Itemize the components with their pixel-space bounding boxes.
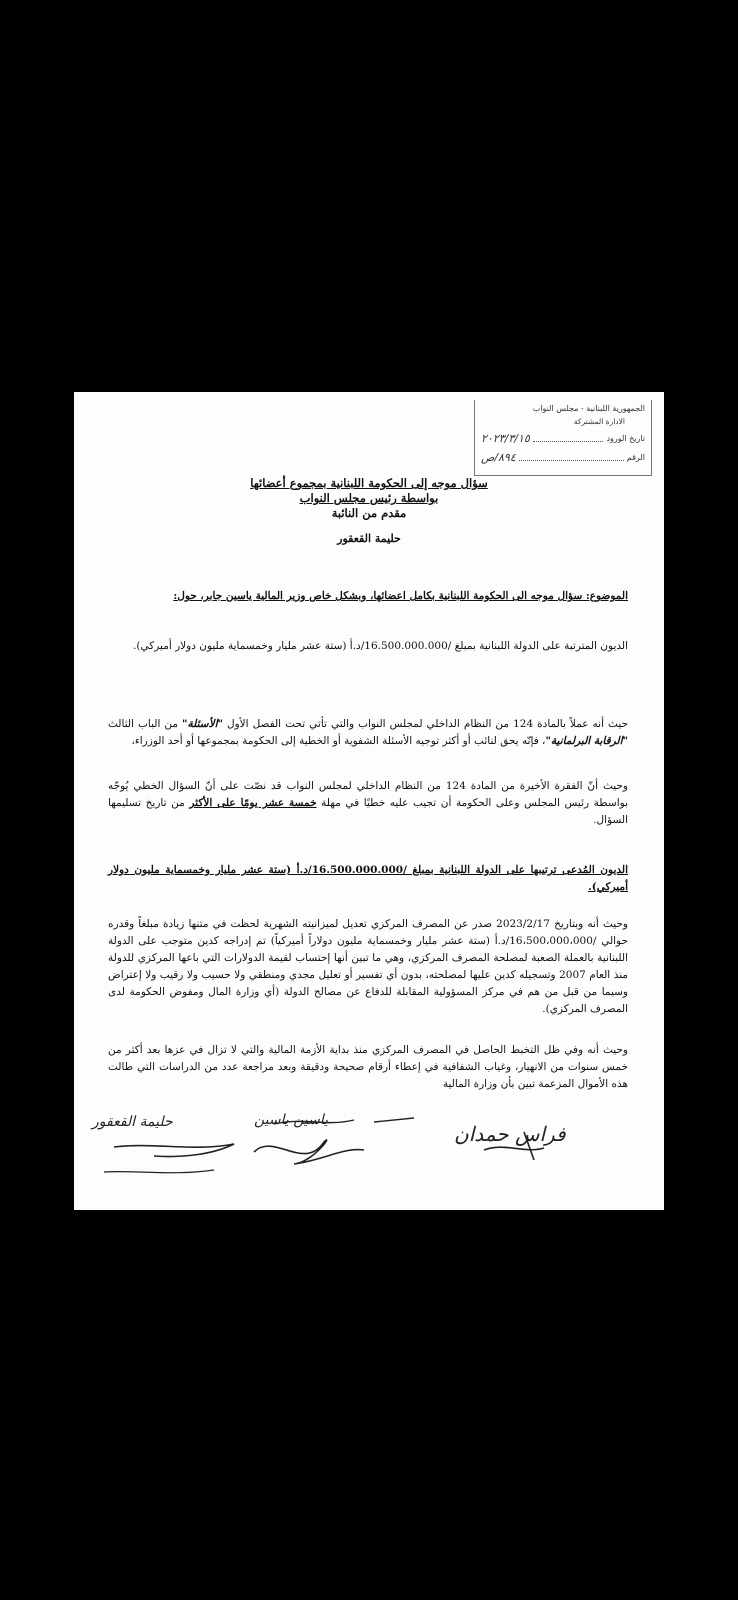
paragraph-2 <box>108 778 628 829</box>
stamp-number-label: الرقم <box>626 453 645 462</box>
paragraph-3: وحيث أنه وبتاريخ 2023/2/17 صدر عن المصرف المركزي تعديل لميزانيته الشهرية لحظت في متنها زيادة مبلغاً وقدره حوالي /16،500،000،000/د.أ (ستة عشر مليار وخمسماية مليون دولاراً أميركياً) تم إدراجه كدين متوجب على الدولة اللبنانية بالعملة الصعبة لمصلحة المصرف المركزي، وهي ما تبين أنها إحتساب لقيمة الدولارات التي باعها المركزي للدولة منذ العام 2007 وتسجيله كدين عليها لمصلحته، بدون أي تفسير أو تعليل مجدي ومنطقي ولا حسيب ولا رقيب ولا إعتراض وسيما من قبل من هم في مركز المسؤولية المقابلة للدفاع عن مصالح الدولة (أي وزارة المال ومفوض الحكومة لدى المصرف المركزي). <box>108 918 628 1015</box>
heading-line-1: سؤال موجه إلى الحكومة اللبنانية بمجموع أعضائها <box>250 476 488 490</box>
signature-1: حليمة القعقور <box>92 1114 173 1130</box>
signatures-scribbles <box>74 1092 664 1210</box>
document-heading <box>224 476 514 521</box>
paragraph-1 <box>108 716 628 750</box>
signature-scribble-1 <box>114 1144 234 1157</box>
paragraph-2-part-2: من تاريخ تسليمها السؤال. <box>108 797 628 826</box>
stamp-line-2: الادارة المشتركة <box>573 417 625 426</box>
signature-scribble-4 <box>484 1132 544 1160</box>
signature-2: فراس حمدان <box>454 1122 566 1146</box>
paragraph-4: وحيث أنه وفي ظل التخبط الحاصل في المصرف المركزي منذ بداية الأزمة المالية والتي لا تزال في عزها بعد أكثر من خمس سنوات من الانهيار، وغياب الشفافية في إعطاء أرقام صحيحة ودقيقة وبعد مراجعة عدد من الدراسات التي طالت هذه الأموال المزعمة تبين بأن وزارة المالية <box>108 1044 628 1090</box>
stamp-date-row <box>481 432 645 445</box>
subject-body: الديون المترتبة على الدولة اللبنانية بمبلغ /16.500.000.000/د.أ (ستة عشر مليار وخمسماية مليون دولار أميركي). <box>133 640 628 652</box>
paragraph-1-part-2: من الباب الثالث <box>108 718 183 730</box>
paragraph-1-bold-2: "الرقابة البرلمانية" <box>545 735 628 747</box>
mp-name: حليمة القعقور <box>337 532 401 545</box>
signature-scribble-3 <box>274 1118 414 1124</box>
heading-line-2: بواسطة رئيس مجلس النواب <box>299 491 439 505</box>
signature-scribble-2 <box>254 1140 364 1164</box>
subject-line: الموضوع: سؤال موجه الى الحكومة اللبنانية بكامل اعضائها، وبشكل خاص وزير المالية ياسين جابر، حول: <box>173 590 628 602</box>
paragraph-1-part-1: حيث أنه عملاً بالمادة 124 من النظام الداخلي لمجلس النواب والتي تأتي تحت الفصل الأول <box>222 718 629 730</box>
document-page <box>74 392 664 1210</box>
stamp-date-label: تاريخ الورود <box>606 434 645 443</box>
stamp-number-value: ٨٩٤/ص <box>481 451 516 464</box>
heading-line-3: مقدم من النائبة <box>331 506 407 520</box>
stamp-number-row <box>481 451 645 464</box>
signature-scribble-5 <box>104 1170 214 1173</box>
section-title: الديون المُدعى ترتيبها على الدولة اللبنانية بمبلغ /16.500.000.000/د.أ (ستة عشر مليار وخمسماية مليون دولار أميركي). <box>108 864 628 893</box>
paragraph-1-bold-1: "الأسئلة" <box>182 718 223 730</box>
stamp-date-value: ٢٠٢٣/٣/١٥ <box>481 432 530 445</box>
paragraph-1-part-3: ، فإنّه يحق لنائب أو أكثر توجيه الأسئلة الشفوية أو الخطية إلى الحكومة بمجموعها أو أحد الوزراء، <box>131 735 546 747</box>
stamp-line-1: الجمهورية اللبنانية - مجلس النواب <box>532 404 645 413</box>
signature-3: ياسين ياسين <box>254 1112 328 1128</box>
registry-stamp <box>474 400 652 476</box>
paragraph-2-bold: خمسة عشر يومًا على الأكثر <box>189 797 317 809</box>
paragraph-2-part-1: وحيث أنّ الفقرة الأخيرة من المادة 124 من النظام الداخلي لمجلس النواب قد نصّت على أنّ السؤال الخطي يُوجّه بواسطة رئيس المجلس وعلى الحكومة أن تجيب عليه خطيًا في مهلة <box>108 780 628 809</box>
